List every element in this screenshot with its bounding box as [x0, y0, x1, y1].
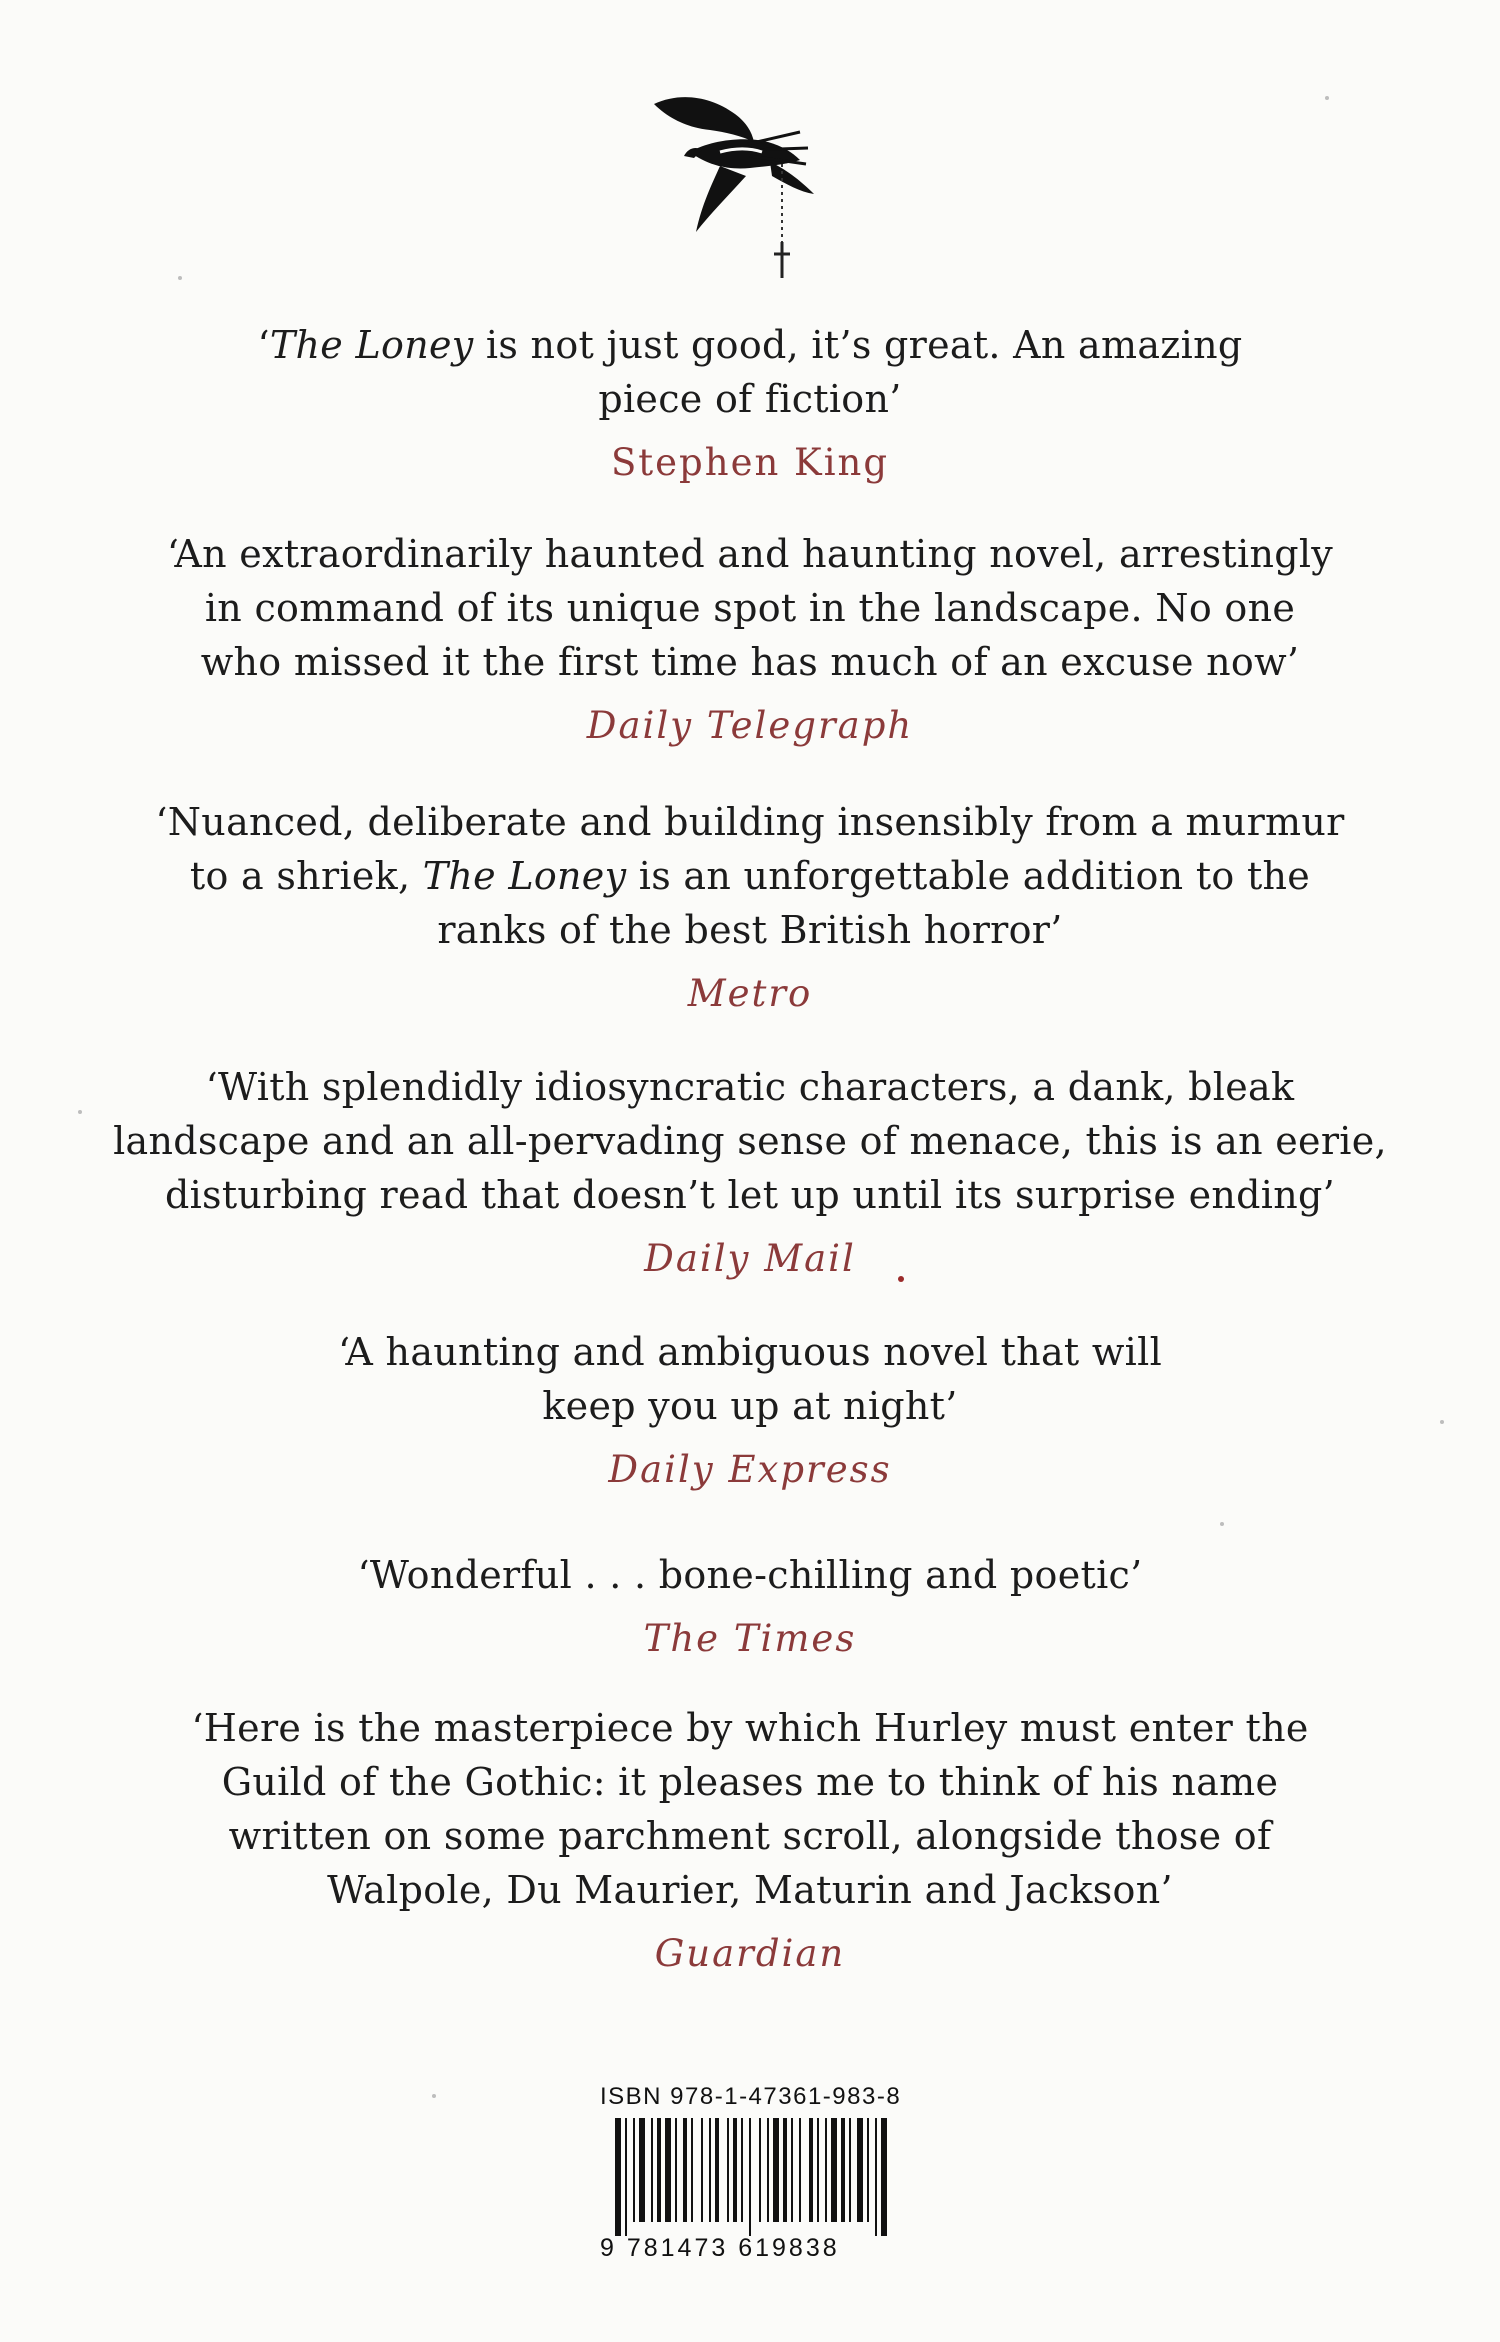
review-source: Daily Telegraph [586, 704, 914, 747]
barcode-bar [615, 2118, 621, 2236]
barcode-bar [701, 2118, 703, 2222]
barcode-bar [875, 2118, 877, 2236]
barcode-bar [709, 2118, 711, 2222]
scan-speck [432, 2094, 436, 2098]
review-source: Stephen King [610, 441, 890, 484]
barcode-bar [849, 2118, 851, 2222]
quote-text: ‘A haunting and ambiguous novel that will keep you up at night’ [337, 1330, 1163, 1428]
barcode-bar [783, 2118, 787, 2222]
review-quote-3 [0, 795, 1500, 1021]
scan-speck [1440, 1420, 1444, 1424]
barcode-bar [759, 2118, 761, 2222]
barcode-bar [639, 2118, 645, 2222]
barcode-bar [733, 2118, 737, 2222]
barcode-bar [799, 2118, 801, 2222]
review-quote-2 [0, 527, 1500, 753]
quote-text: ‘An extraordinarily haunted and haunting novel, arrestingly in command of its unique spot in the landscape. No one who missed it the first time has much of an excuse now’ [166, 532, 1334, 684]
review-quote-5 [0, 1325, 1500, 1497]
review-source: Daily Express [608, 1448, 892, 1491]
barcode-bar [791, 2118, 793, 2222]
scan-speck [78, 1110, 82, 1114]
scan-speck [1220, 1522, 1224, 1526]
barcode-bar [817, 2118, 819, 2222]
barcode-bar [857, 2118, 863, 2222]
barcode-bar [727, 2118, 729, 2222]
review-quote-1 [0, 318, 1500, 490]
barcode-bar [867, 2118, 869, 2222]
review-source: Metro [687, 972, 813, 1015]
barcode-bar [651, 2118, 653, 2222]
isbn-label: ISBN 978-1-47361-983-8 [600, 2083, 902, 2110]
scan-speck [178, 276, 182, 280]
barcode-bar [675, 2118, 677, 2222]
barcode-bar [749, 2118, 751, 2236]
barcode-bar [657, 2118, 661, 2222]
quote-text: ‘Here is the masterpiece by which Hurley must enter the Guild of the Gothic: it pleases me to think of his name written on some parchment scroll, alongside those of Walpole, Du Maurier, Maturin and Jackson’ [191, 1706, 1309, 1912]
quote-text: ‘Nuanced, deliberate and building insensibly from a murmur to a shriek, The Loney is an unforgettable addition to the ranks of the best British horror’ [155, 800, 1345, 952]
barcode-bar [691, 2118, 693, 2222]
barcode-bar [773, 2118, 779, 2222]
review-source: Daily Mail [644, 1237, 856, 1280]
scan-speck [898, 1276, 904, 1282]
quote-text: ‘The Loney is not just good, it’s great. An amazing piece of fiction’ [257, 323, 1243, 421]
barcode-bar [665, 2118, 671, 2222]
review-quote-7 [0, 1701, 1500, 1981]
barcode-bar [831, 2118, 837, 2222]
barcode-bar [683, 2118, 687, 2222]
review-source: Guardian [654, 1932, 846, 1975]
review-quote-4 [0, 1060, 1500, 1286]
scan-speck [1325, 96, 1329, 100]
barcode-icon [615, 2118, 905, 2236]
barcode-bar [809, 2118, 813, 2222]
quote-text: ‘Wonderful . . . bone-chilling and poetic’ [357, 1553, 1143, 1597]
barcode-digits: 9 781473 619838 [600, 2234, 840, 2262]
quote-text: ‘With splendidly idiosyncratic characters, a dank, bleak landscape and an all-pervading sense of menace, this is an eerie, disturbing read that doesn’t let up until its surprise ending’ [113, 1065, 1387, 1217]
barcode-bar [625, 2118, 627, 2236]
barcode-bar [825, 2118, 827, 2222]
barcode-bar [881, 2118, 887, 2236]
barcode-bar [767, 2118, 769, 2222]
barcode-bar [741, 2118, 743, 2222]
barcode-bar [715, 2118, 719, 2222]
review-source: The Times [643, 1617, 857, 1660]
barcode-bar [841, 2118, 845, 2222]
barcode-bar [633, 2118, 635, 2222]
review-quote-6 [0, 1548, 1500, 1666]
crow-with-rosary-icon [650, 92, 830, 302]
